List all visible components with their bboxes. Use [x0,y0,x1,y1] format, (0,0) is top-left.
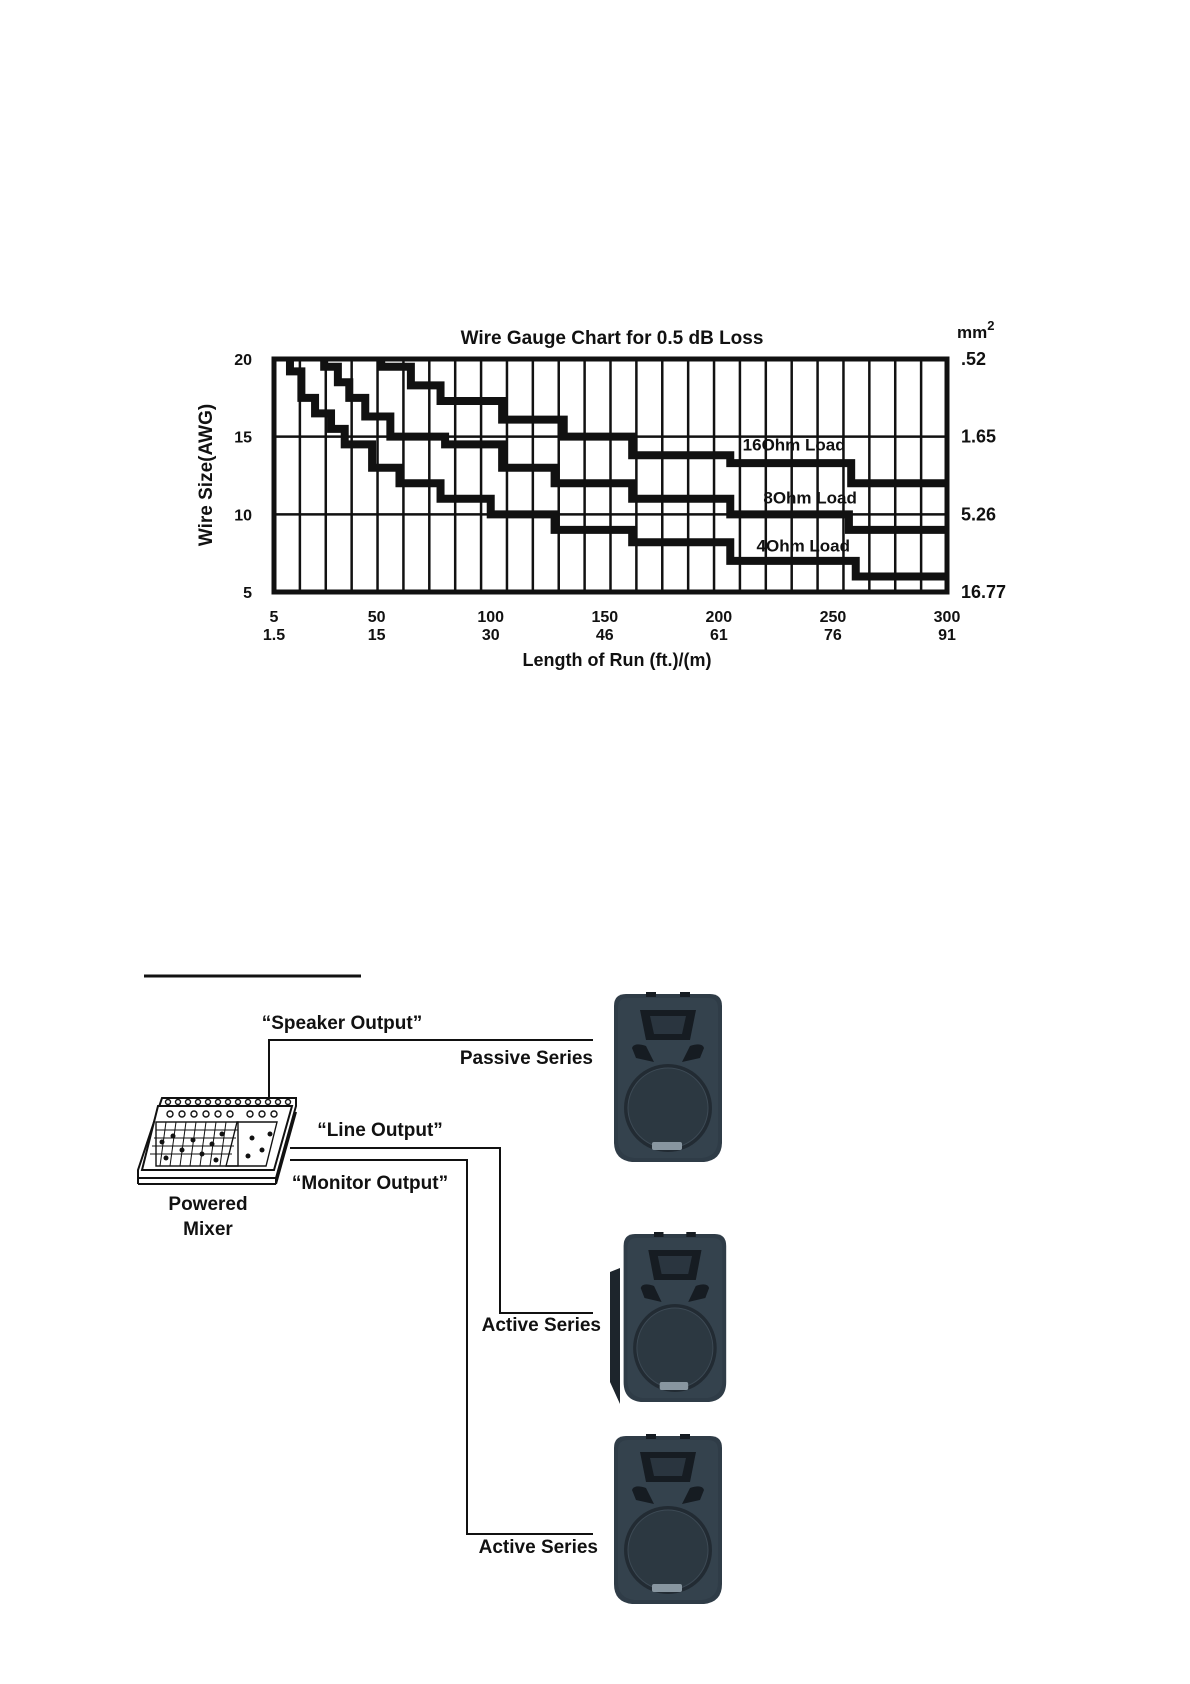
x-tick-label-ft: 50 [367,609,386,626]
x-tick-label-ft: 100 [477,609,505,626]
right-tick-label: 16.77 [961,582,1007,602]
x-tick-label-ft: 5 [269,609,279,626]
x-tick-label-ft: 150 [591,609,619,626]
x-tick-label-m: 61 [709,627,728,644]
monitor-output-wire [290,1160,593,1534]
y-tick-label: 5 [243,585,252,602]
x-tick-label-m: 30 [481,627,500,644]
powered-mixer-icon [138,1098,296,1184]
mixer-label-line1: Powered [168,1194,248,1215]
active-speaker-image-2 [614,1434,722,1604]
x-axis-label: Length of Run (ft.)/(m) [522,650,712,670]
series-line-16ohm [381,359,947,483]
y-tick-label: 10 [234,507,252,525]
passive-speaker-image [614,992,722,1162]
speaker-label-passive: Passive Series [459,1048,593,1069]
connection-wires [269,1040,593,1534]
speaker-output-label: “Speaker Output” [261,1013,423,1034]
y-tick-label: 20 [234,352,252,369]
connection-diagram [0,940,1190,1684]
x-tick-label-m: 76 [824,627,842,644]
x-tick-label-ft: 200 [705,609,733,626]
right-axis-unit-base: mm [957,323,988,342]
right-tick-label: 5.26 [961,504,997,525]
y-axis-label: Wire Size(AWG) [196,403,217,547]
x-tick-label-ft: 300 [933,609,961,626]
x-tick-label-ft: 250 [819,609,847,626]
chart-series-labels [743,436,857,556]
speaker-label-active-1: Active Series [481,1315,601,1336]
x-tick-label-m: 1.5 [262,627,286,644]
x-tick-label-m: 91 [938,627,956,644]
line-output-label: “Line Output” [317,1120,443,1141]
right-axis-unit-sup: 2 [987,318,995,333]
wire-gauge-chart [0,300,1190,680]
speaker-label-active-2: Active Series [478,1537,598,1558]
right-tick-label: 1.65 [961,426,997,447]
right-axis-unit [957,318,994,342]
right-tick-label: .52 [961,349,987,369]
mixer-label-line2: Mixer [183,1219,233,1240]
series-label: 8Ohm Load [763,488,857,508]
y-tick-label: 15 [234,429,252,447]
x-tick-label-m: 46 [595,627,614,644]
series-label: 4Ohm Load [756,536,851,556]
series-label: 16Ohm Load [742,435,846,455]
monitor-output-label: “Monitor Output” [291,1173,449,1194]
chart-title: Wire Gauge Chart for 0.5 dB Loss [460,328,764,349]
x-tick-label-m: 15 [367,627,386,644]
active-speaker-image-1 [610,1232,726,1404]
